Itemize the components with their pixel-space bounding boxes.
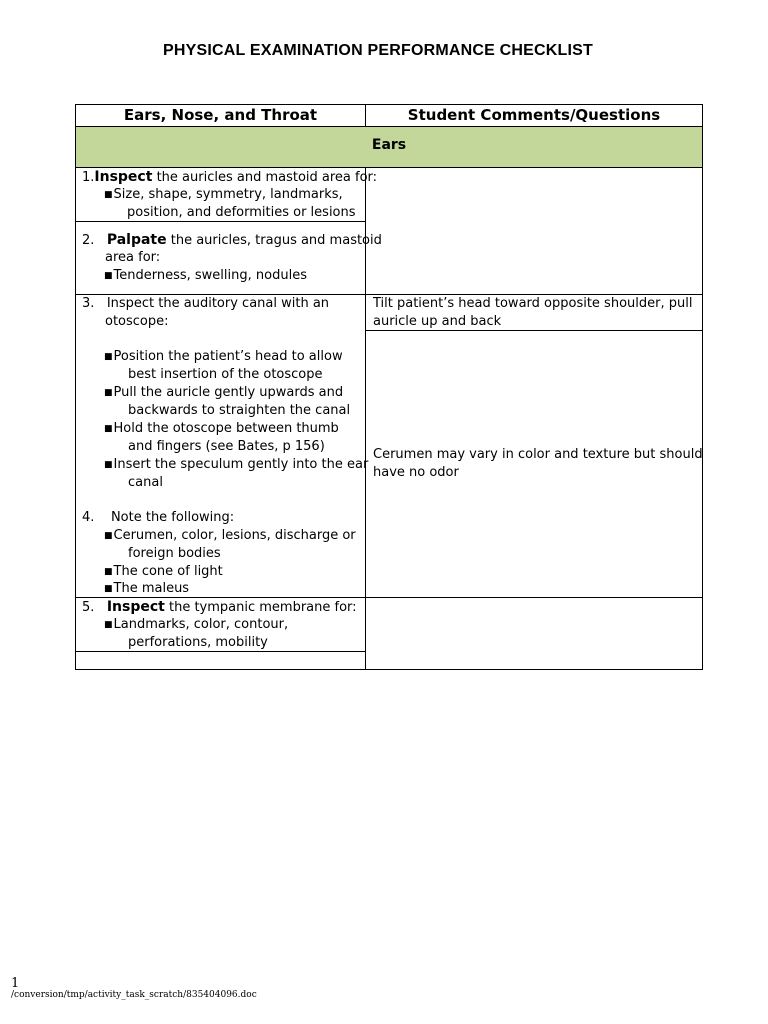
item-2-heading (82, 231, 382, 250)
item-3-number: 3. (82, 296, 95, 311)
item-3-bullet-3: ■Hold the otoscope between thumb (104, 421, 339, 436)
item-1-bullet-cont: position, and deformities or lesions (127, 205, 356, 220)
item-4-bullet-2: ■The cone of light (104, 564, 223, 579)
item-3-text: Inspect the auditory canal with an (106, 296, 330, 311)
item-3-bullet-1: ■Position the patient’s head to allow (104, 349, 343, 364)
item-3-bullet-1-cont: best insertion of the otoscope (128, 367, 323, 382)
column-header-topic: Ears, Nose, and Throat (123, 106, 318, 124)
item-3-bullet-4: ■Insert the speculum gently into the ear (104, 457, 369, 472)
item-5-text: the tympanic membrane for: (164, 600, 357, 615)
item-5-heading (82, 598, 357, 617)
item-4-number: 4. (82, 510, 95, 525)
item-4-heading (82, 509, 234, 527)
item-3-bullet-2-line-1: Pull the auricle gently upwards and (113, 385, 344, 400)
item-1-text: the auricles and mastoid area for: (152, 170, 378, 185)
item-1-bullet: ■Size, shape, symmetry, landmarks, (104, 187, 343, 202)
item-5-bullet-cont: perforations, mobility (128, 635, 268, 650)
item-5-verb: Inspect (106, 599, 165, 615)
item-2-bullet: ■Tenderness, swelling, nodules (104, 268, 307, 283)
comment-tilt-head-line-1: Tilt patient’s head toward opposite shoulder, pull (373, 296, 693, 311)
item-3-bullet-1-line-1: Position the patient’s head to allow (113, 349, 343, 364)
item-5-bullet-line-1: Landmarks, color, contour, (113, 617, 289, 632)
item-5-bullet: ■Landmarks, color, contour, (104, 617, 289, 632)
section-label-ears: Ears (371, 137, 407, 153)
item-2-text: the auricles, tragus and mastoid (166, 233, 382, 248)
comment-cerumen-line-2: have no odor (373, 465, 459, 480)
item-3-bullet-2-cont: backwards to straighten the canal (128, 403, 351, 418)
item-3-bullet-4-line-1: Insert the speculum gently into the ear (113, 457, 369, 472)
item-3-heading (82, 295, 329, 313)
item-1-heading (82, 168, 377, 187)
item-3-bullet-3-cont: and fingers (see Bates, p 156) (128, 439, 325, 454)
item-4-text: Note the following: (110, 510, 235, 525)
item-2-line-2: area for: (105, 250, 161, 265)
page-title: PHYSICAL EXAMINATION PERFORMANCE CHECKLIST (162, 42, 594, 59)
item-5-number: 5. (82, 600, 95, 615)
item-4-bullet-3: ■The maleus (104, 581, 190, 596)
item-3-bullet-3-line-1: Hold the otoscope between thumb (113, 421, 339, 436)
comment-cerumen-line-1: Cerumen may vary in color and texture but should (373, 447, 703, 462)
page-number: 1 (11, 976, 20, 991)
item-2-verb: Palpate (106, 232, 167, 248)
item-4-bullet-1-line-1: Cerumen, color, lesions, discharge or (113, 528, 356, 543)
item-4-bullet-3-text: The maleus (113, 581, 190, 596)
item-1-bullet-line-1: Size, shape, symmetry, landmarks, (113, 187, 343, 202)
file-path: /conversion/tmp/activity_task_scratch/835404096.doc (11, 990, 257, 1000)
item-4-bullet-1: ■Cerumen, color, lesions, discharge or (104, 528, 356, 543)
item-3-line-2: otoscope: (105, 314, 169, 329)
item-4-bullet-1-cont: foreign bodies (128, 546, 221, 561)
item-4-bullet-2-text: The cone of light (113, 564, 223, 579)
item-1-verb: Inspect (94, 169, 153, 185)
item-2-number: 2. (82, 233, 95, 248)
item-3-bullet-4-cont: canal (128, 475, 163, 490)
column-header-comments: Student Comments/Questions (407, 106, 661, 124)
comment-tilt-head-line-2: auricle up and back (373, 314, 502, 329)
item-2-bullet-text: Tenderness, swelling, nodules (113, 268, 307, 283)
item-3-bullet-2: ■Pull the auricle gently upwards and (104, 385, 344, 400)
item-1-number: 1. (82, 170, 95, 185)
